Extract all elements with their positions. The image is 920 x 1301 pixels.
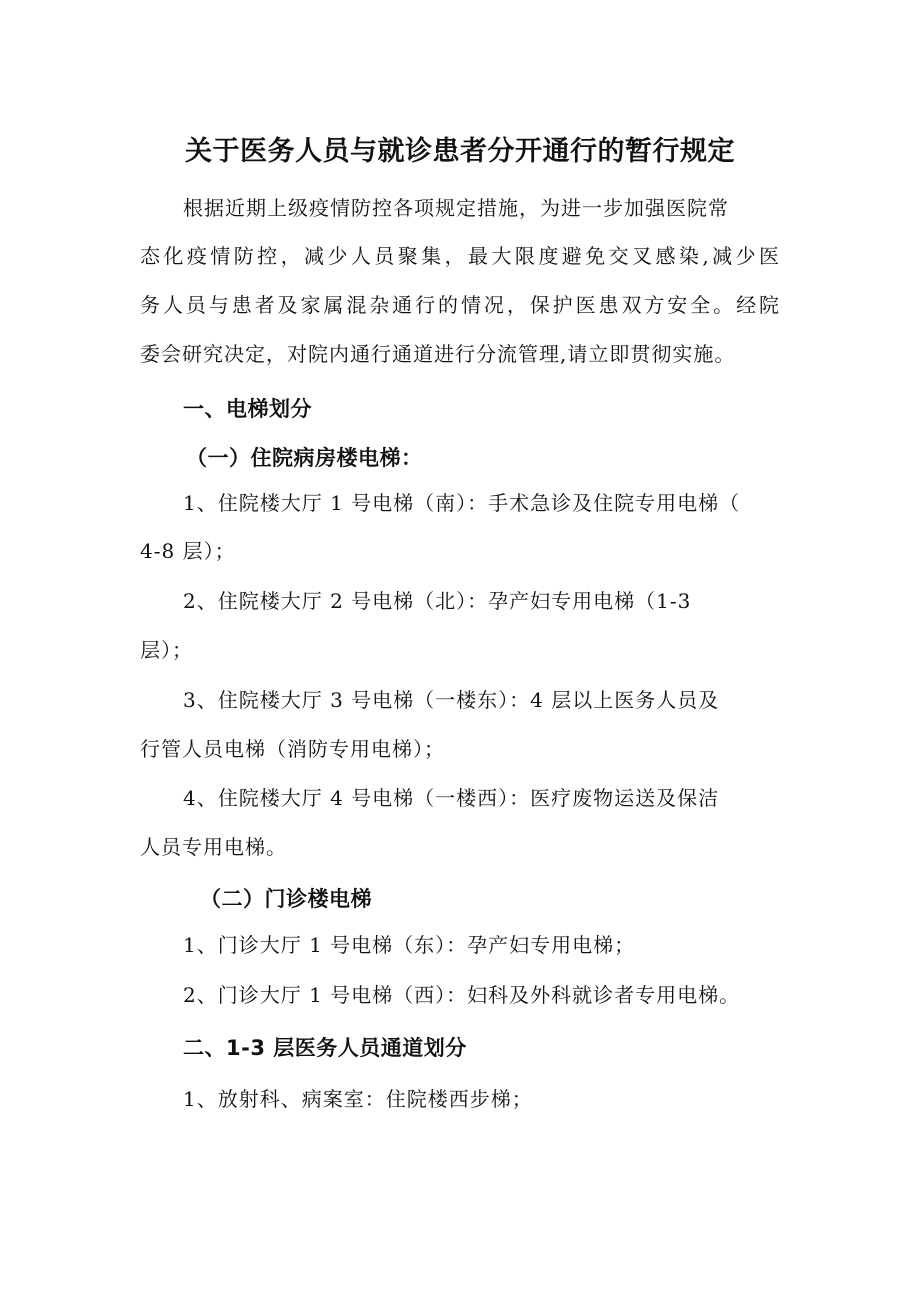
elevator-item-1: 1、住院楼大厅 1 号电梯（南）：手术急诊及住院专用电梯（: [183, 491, 741, 515]
staff-passage-item-1: 1、放射科、病案室：住院楼西步梯；: [183, 1087, 533, 1111]
outpatient-elevator-1: 1、门诊大厅 1 号电梯（东）：孕产妇专用电梯；: [183, 933, 636, 957]
elevator-item-2-cont: 层）；: [140, 638, 193, 662]
section-2-heading: 二、1-3 层医务人员通道划分: [183, 1036, 467, 1060]
subsection-2-heading: （二）门诊楼电梯: [200, 887, 372, 911]
elevator-item-4: 4、住院楼大厅 4 号电梯（一楼西）：医疗废物运送及保洁: [183, 786, 720, 810]
elevator-item-3-cont: 行管人员电梯（消防专用电梯）；: [140, 737, 445, 761]
subsection-1-heading: （一）住院病房楼电梯：: [186, 446, 423, 470]
intro-line-3: 务人员与患者及家属混杂通行的情况，保护医患双方安全。经院: [140, 293, 780, 317]
intro-line-1: 根据近期上级疫情防控各项规定措施，为进一步加强医院常: [183, 196, 729, 220]
section-1-heading: 一、电梯划分: [183, 397, 312, 421]
document-title: 关于医务人员与就诊患者分开通行的暂行规定: [185, 136, 735, 167]
elevator-item-4-cont: 人员专用电梯。: [140, 835, 287, 859]
intro-line-2: 态化疫情防控，减少人员聚集，最大限度避免交叉感染,减少医: [140, 244, 780, 268]
elevator-item-2: 2、住院楼大厅 2 号电梯（北）：孕产妇专用电梯（1-3: [183, 589, 692, 613]
elevator-item-1-cont: 4-8 层）；: [140, 539, 236, 563]
elevator-item-3: 3、住院楼大厅 3 号电梯（一楼东）：4 层以上医务人员及: [183, 688, 720, 712]
outpatient-elevator-2: 2、门诊大厅 1 号电梯（西）：妇科及外科就诊者专用电梯。: [183, 983, 741, 1007]
intro-line-4: 委会研究决定，对院内通行通道进行分流管理,请立即贯彻实施。: [140, 342, 736, 366]
